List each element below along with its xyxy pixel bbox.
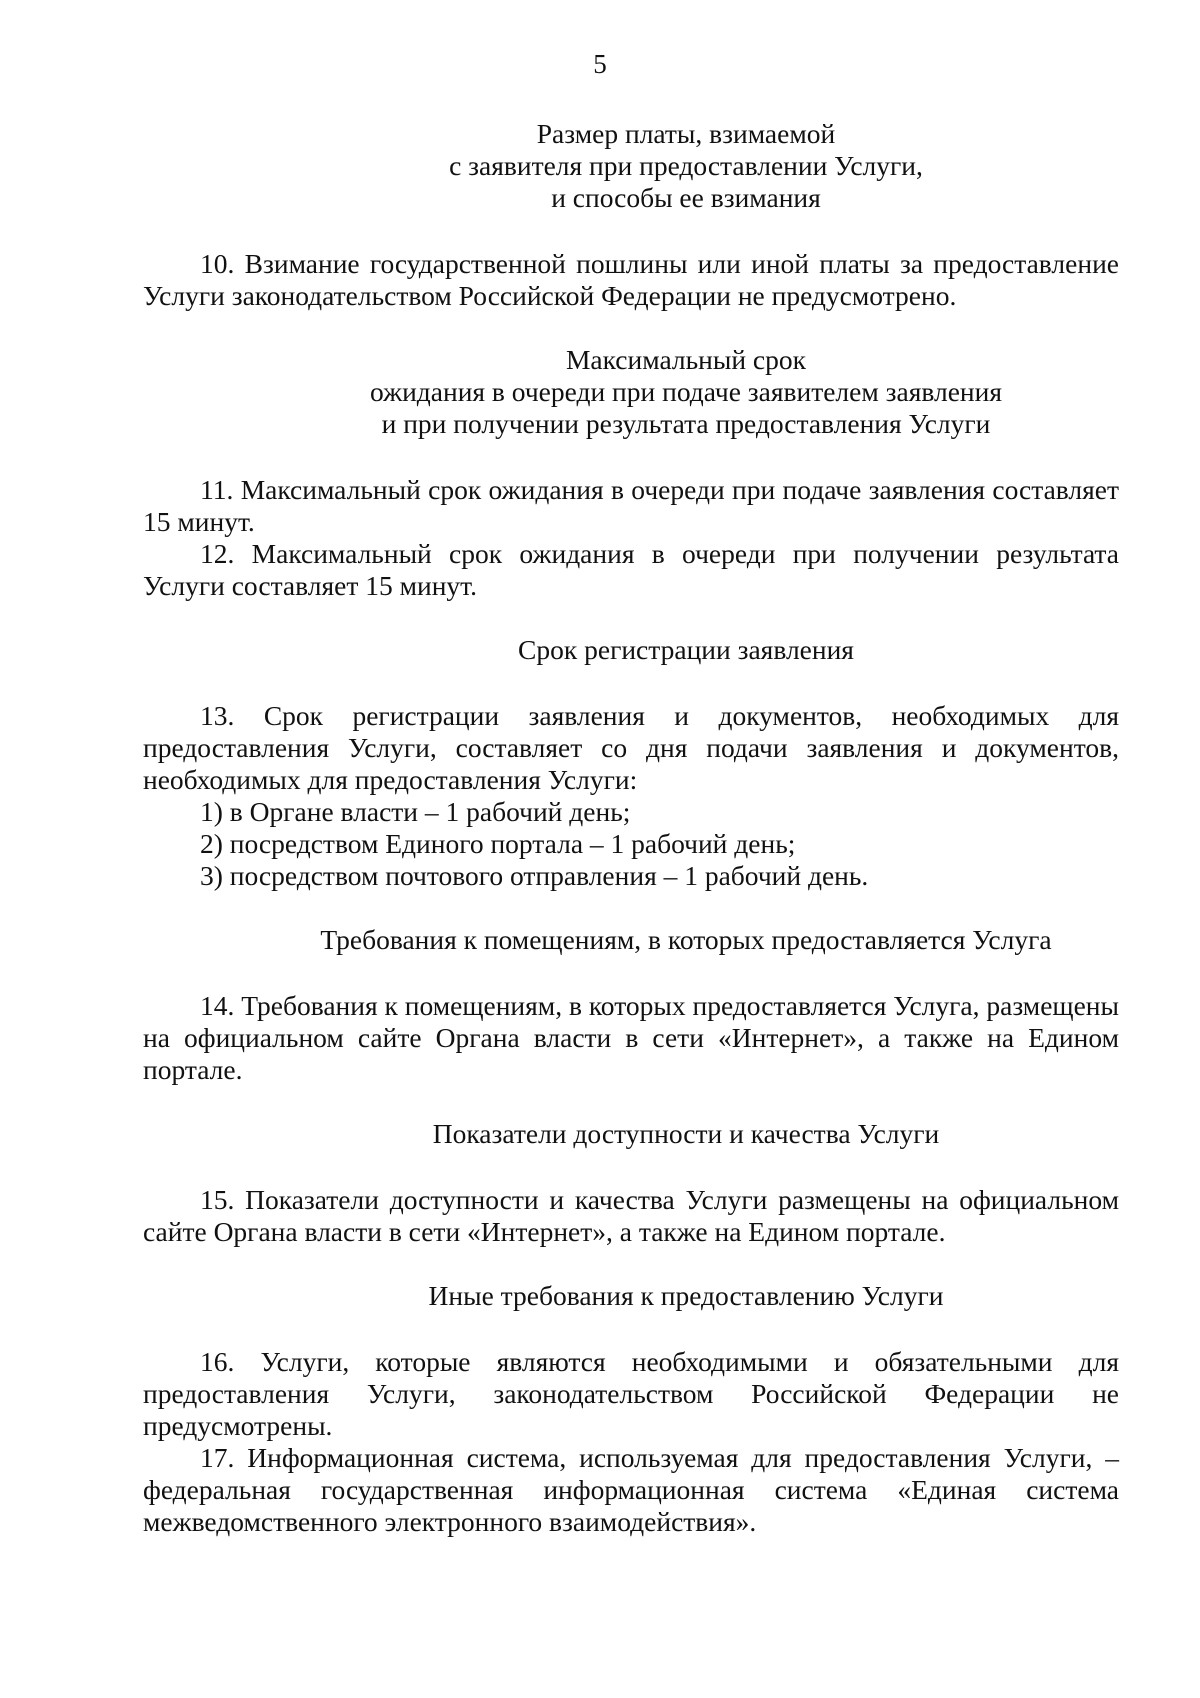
heading-line: с заявителя при предоставлении Услуги, (449, 150, 923, 181)
list-item: 2) посредством Единого портала – 1 рабочий день; (200, 828, 796, 859)
document-body (143, 118, 1119, 1538)
list-item: 1) в Органе власти – 1 рабочий день; (200, 796, 631, 827)
heading-line: Размер платы, взимаемой (536, 118, 836, 149)
paragraph-14: 14. Требования к помещениям, в которых предоставляется Услуга, размещены на официальном сайте Органа власти в сети «Интернет», а также на Едином портале. (143, 990, 1119, 1085)
paragraph-15: 15. Показатели доступности и качества Услуги размещены на официальном сайте Органа власти в сети «Интернет», а также на Едином портале. (143, 1184, 1119, 1247)
paragraph-13: 13. Срок регистрации заявления и документов, необходимых для предоставления Услуги, составляет со дня подачи заявления и документов, необходимых для предоставления Услуги: (143, 700, 1119, 795)
section-heading-queue (253, 344, 1119, 440)
paragraph-12: 12. Максимальный срок ожидания в очереди при получении результата Услуги составляет 15 минут. (143, 538, 1119, 601)
heading-line: Максимальный срок (565, 344, 807, 375)
paragraph-16: 16. Услуги, которые являются необходимыми и обязательными для предоставления Услуги, законодательством Российской Федерации не предусмотрены. (143, 1346, 1119, 1441)
list-item: 3) посредством почтового отправления – 1 рабочий день. (200, 860, 869, 891)
paragraph-10: 10. Взимание государственной пошлины или иной платы за предоставление Услуги законодательством Российской Федерации не предусмотрено. (143, 248, 1119, 311)
section-heading-other: Иные требования к предоставлению Услуги (428, 1280, 944, 1311)
section-heading-premises: Требования к помещениям, в которых предоставляется Услуга (320, 924, 1052, 955)
heading-line: и при получении результата предоставления Услуги (381, 408, 991, 439)
paragraph-17: 17. Информационная система, используемая для предоставления Услуги, – федеральная государственная информационная система «Единая система межведомственного электронного взаимодействия». (143, 1442, 1119, 1537)
section-heading-quality: Показатели доступности и качества Услуги (432, 1118, 940, 1149)
paragraph-11: 11. Максимальный срок ожидания в очереди при подаче заявления составляет 15 минут. (143, 474, 1119, 537)
heading-line: и способы ее взимания (551, 182, 821, 213)
heading-line: ожидания в очереди при подаче заявителем заявления (370, 376, 1002, 407)
section-heading-fee (253, 118, 1119, 214)
page-number: 5 (593, 49, 607, 79)
section-heading-registration: Срок регистрации заявления (518, 634, 854, 665)
